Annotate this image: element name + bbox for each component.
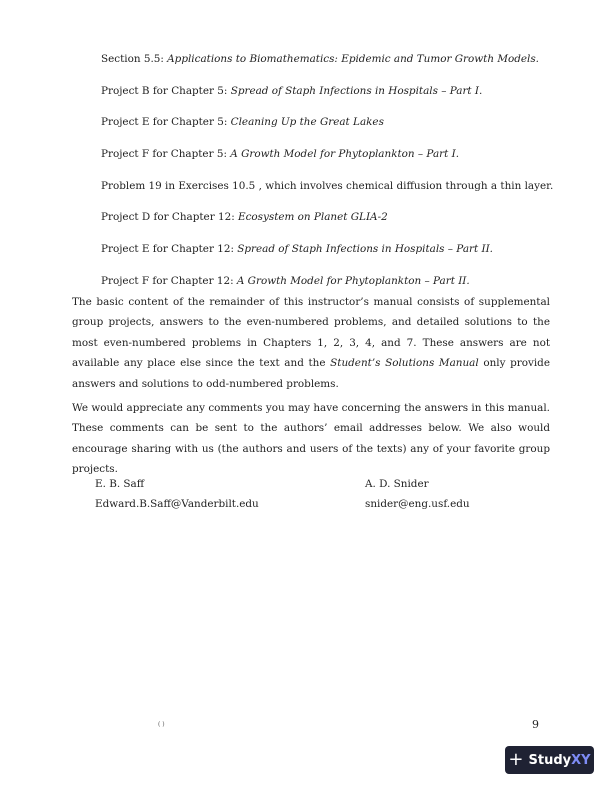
author-signature-snider xyxy=(365,474,470,514)
author-email: Edward.B.Saff@Vanderbilt.edu xyxy=(95,498,259,510)
list-item: Problem 19 in Exercises 10.5 , which involves chemical diffusion through a thin layer. xyxy=(101,179,554,192)
brand-name: StudyXY xyxy=(528,752,591,768)
list-item: Project E for Chapter 5: Cleaning Up the Great Lakes xyxy=(101,116,384,129)
list-item: Project B for Chapter 5: Spread of Staph Infections in Hospitals – Part I. xyxy=(101,84,483,97)
list-item: Project D for Chapter 12: Ecosystem on Planet GLIA-2 xyxy=(101,211,388,224)
author-name: A. D. Snider xyxy=(365,478,429,490)
author-signature-saff xyxy=(95,474,259,514)
studyxy-badge[interactable] xyxy=(505,746,594,774)
author-email: snider@eng.usf.edu xyxy=(365,498,470,510)
list-item: Project E for Chapter 12: Spread of Staph Infections in Hospitals – Part II. xyxy=(101,243,493,256)
page-number: 9 xyxy=(532,718,539,731)
manual-content-paragraph: The basic content of the remainder of this instructor’s manual consists of supplemental group projects, answers to the even-numbered problems, and detailed solutions to the most even-numbered problems in Chapters 1, 2, 3, 4, and 7. These answers are not available any place else since the text and the Student’s Solutions Manual only provide answers and solutions to odd-numbered problems. xyxy=(72,296,550,390)
list-item: Project F for Chapter 5: A Growth Model for Phytoplankton – Part I. xyxy=(101,148,459,161)
comments-paragraph: We would appreciate any comments you may have concerning the answers in this manual. These comments can be sent to the authors’ email addresses below. We also would encourage sharing with us (the authors and users of the texts) any of your favorite group projects. xyxy=(72,402,550,476)
plus-icon: + xyxy=(508,749,524,770)
list-item: Project F for Chapter 12: A Growth Model for Phytoplankton – Part II. xyxy=(101,274,470,287)
reference-list xyxy=(101,52,581,306)
footer-mark: ( ) xyxy=(158,721,165,728)
author-name: E. B. Saff xyxy=(95,478,145,490)
list-item: Section 5.5: Applications to Biomathematics: Epidemic and Tumor Growth Models. xyxy=(101,53,539,65)
